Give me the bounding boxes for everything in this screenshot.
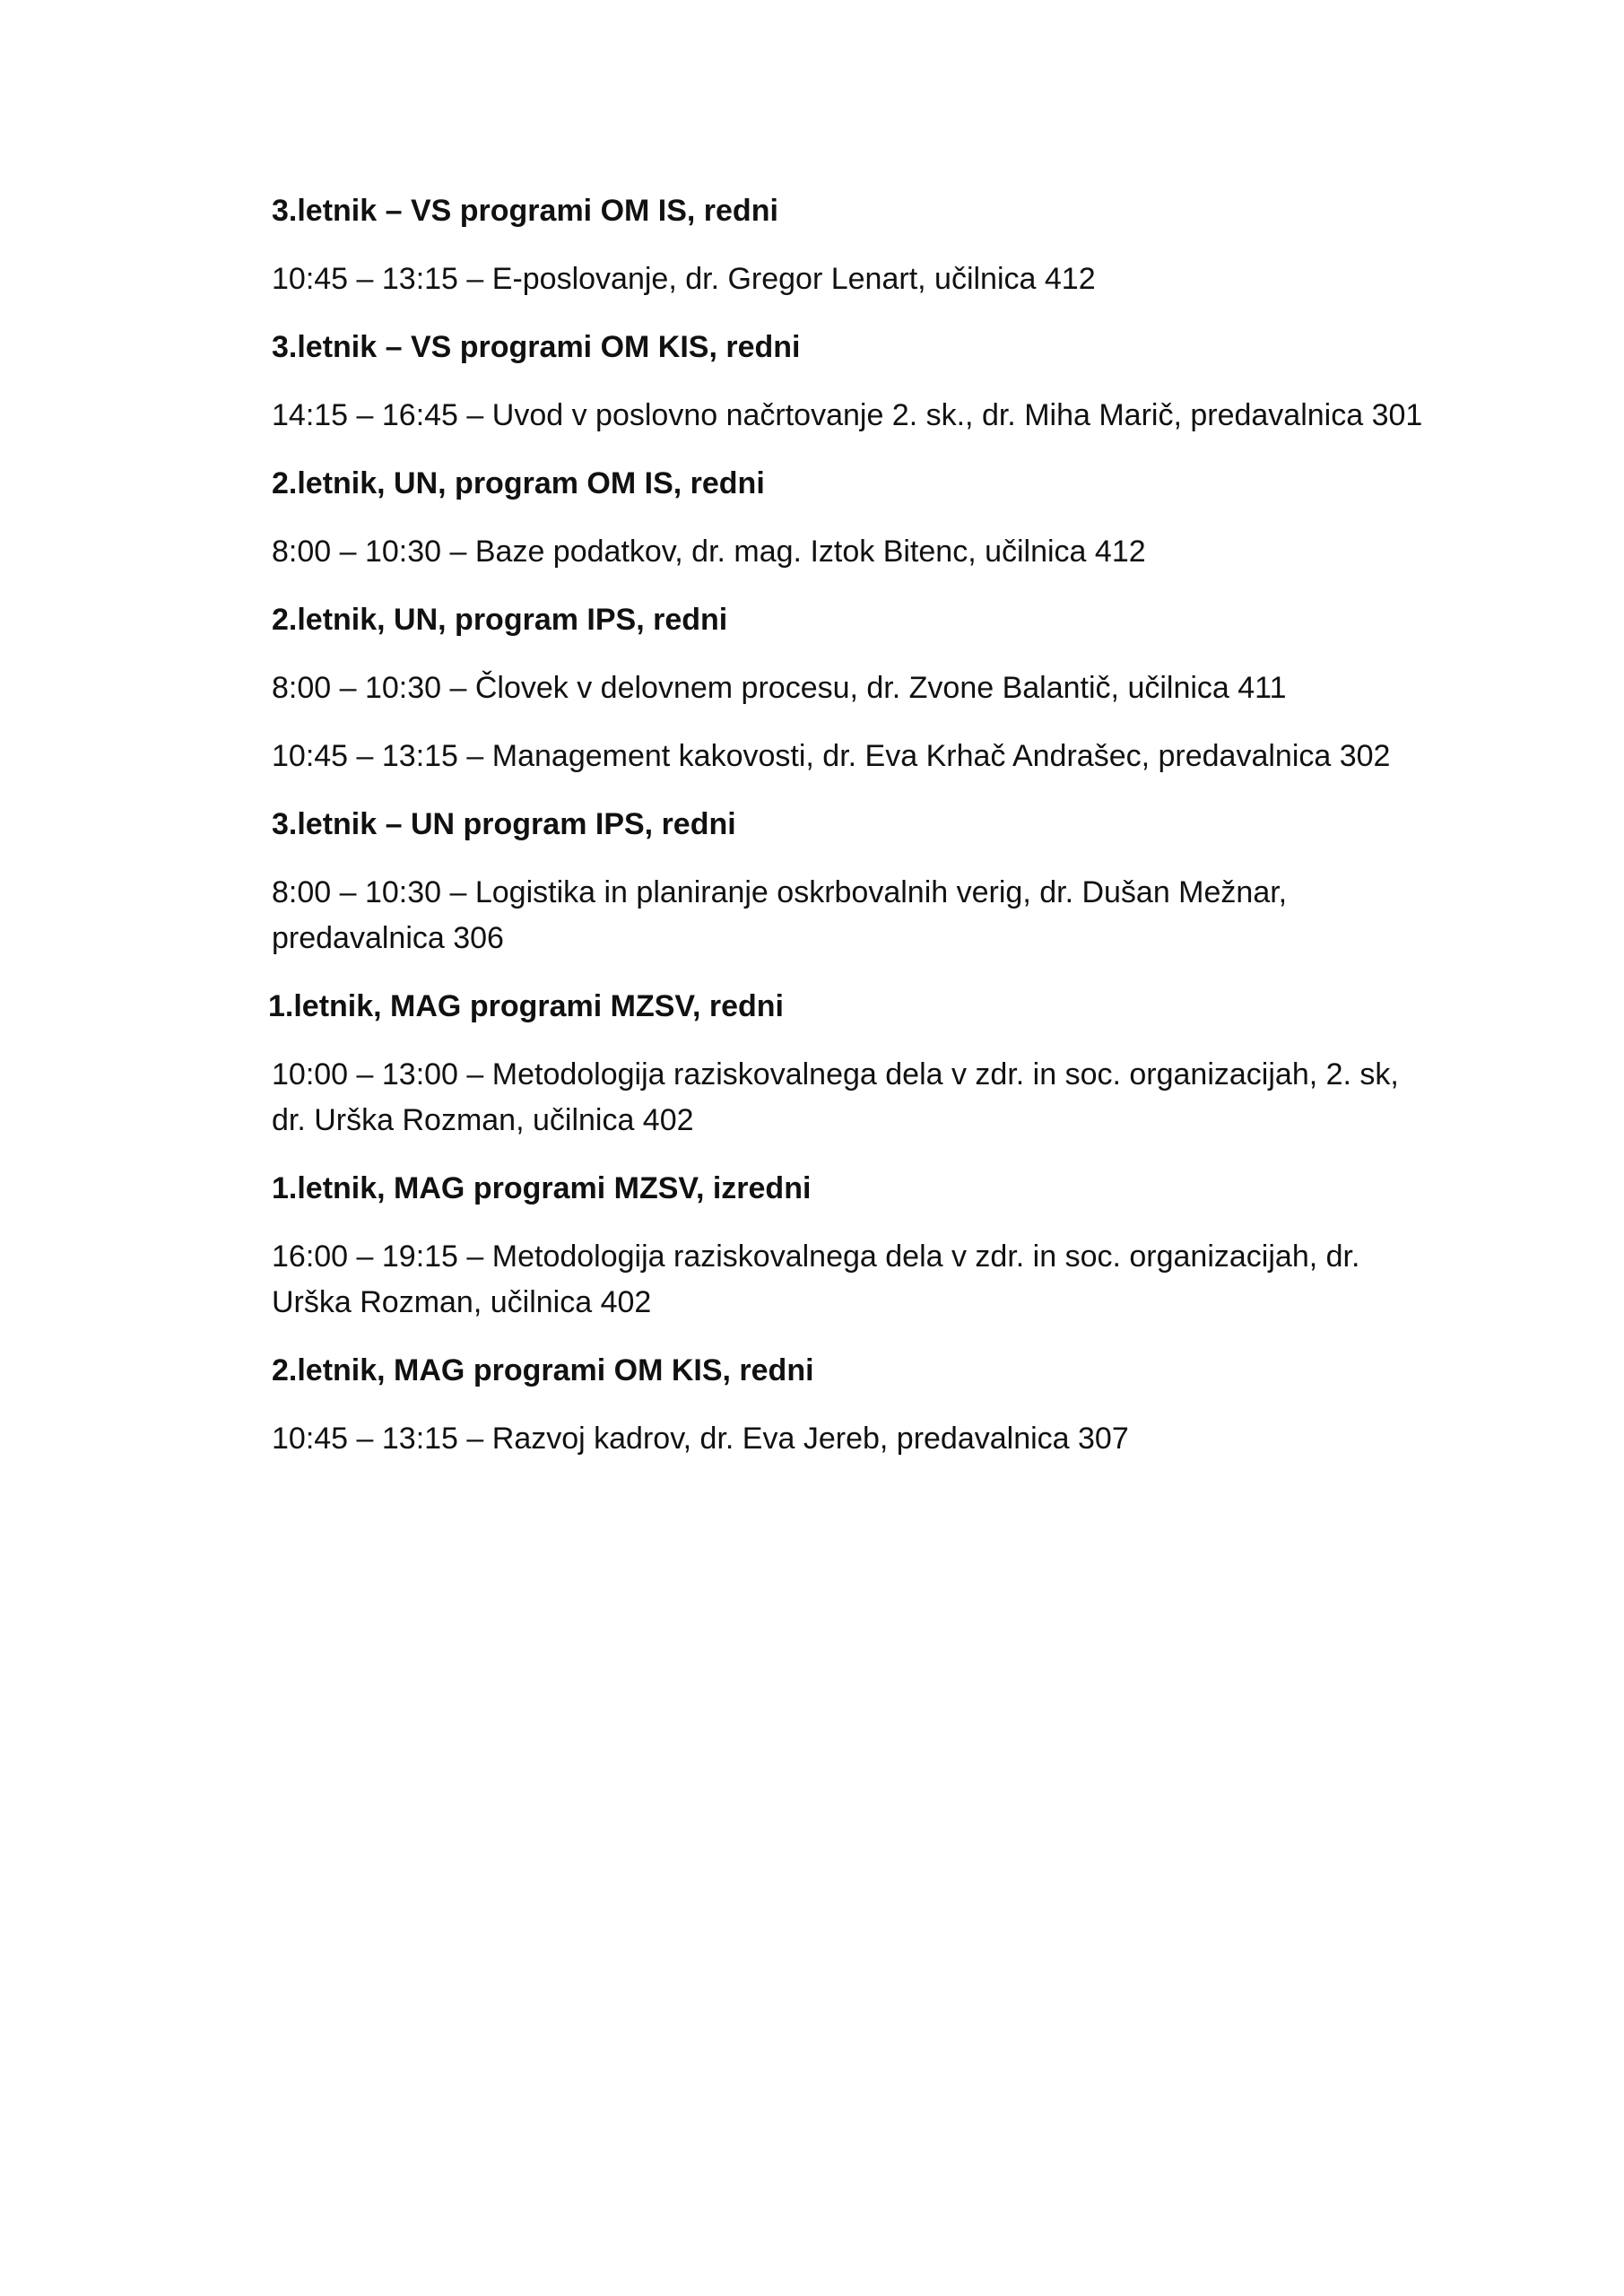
section-heading: 1.letnik, MAG programi MZSV, izredni — [272, 1171, 812, 1205]
schedule-entry: 8:00 – 10:30 – Človek v delovnem procesu, dr. Zvone Balantič, učilnica 411 — [272, 671, 1287, 705]
section-heading: 3.letnik – VS programi OM IS, redni — [272, 194, 778, 228]
schedule-entry: 14:15 – 16:45 – Uvod v poslovno načrtovanje 2. sk., dr. Miha Marič, predavalnica 301 — [272, 398, 1423, 432]
schedule-entry: 16:00 – 19:15 – Metodologija raziskovalnega dela v zdr. in soc. organizacijah, dr. Urška Rozman, učilnica 402 — [272, 1239, 1360, 1319]
schedule-entry: 10:45 – 13:15 – Razvoj kadrov, dr. Eva Jereb, predavalnica 307 — [272, 1422, 1129, 1456]
schedule-entry: 10:45 – 13:15 – Management kakovosti, dr. Eva Krhač Andrašec, predavalnica 302 — [272, 739, 1391, 773]
section-heading: 2.letnik, MAG programi OM KIS, redni — [272, 1353, 814, 1387]
section-heading: 2.letnik, UN, program IPS, redni — [272, 603, 728, 637]
schedule-content — [268, 188, 1437, 1484]
section-heading: 1.letnik, MAG programi MZSV, redni — [268, 989, 784, 1023]
section-heading: 3.letnik – UN program IPS, redni — [272, 807, 736, 841]
schedule-entry: 8:00 – 10:30 – Baze podatkov, dr. mag. Iztok Bitenc, učilnica 412 — [272, 535, 1146, 569]
schedule-entry: 8:00 – 10:30 – Logistika in planiranje oskrbovalnih verig, dr. Dušan Mežnar, predavalnica 306 — [272, 875, 1288, 955]
section-heading: 2.letnik, UN, program OM IS, redni — [272, 466, 765, 500]
schedule-entry: 10:00 – 13:00 – Metodologija raziskovalnega dela v zdr. in soc. organizacijah, 2. sk, dr. Urška Rozman, učilnica 402 — [272, 1057, 1399, 1137]
schedule-entry: 10:45 – 13:15 – E-poslovanje, dr. Gregor Lenart, učilnica 412 — [272, 262, 1096, 296]
section-heading: 3.letnik – VS programi OM KIS, redni — [272, 330, 801, 364]
